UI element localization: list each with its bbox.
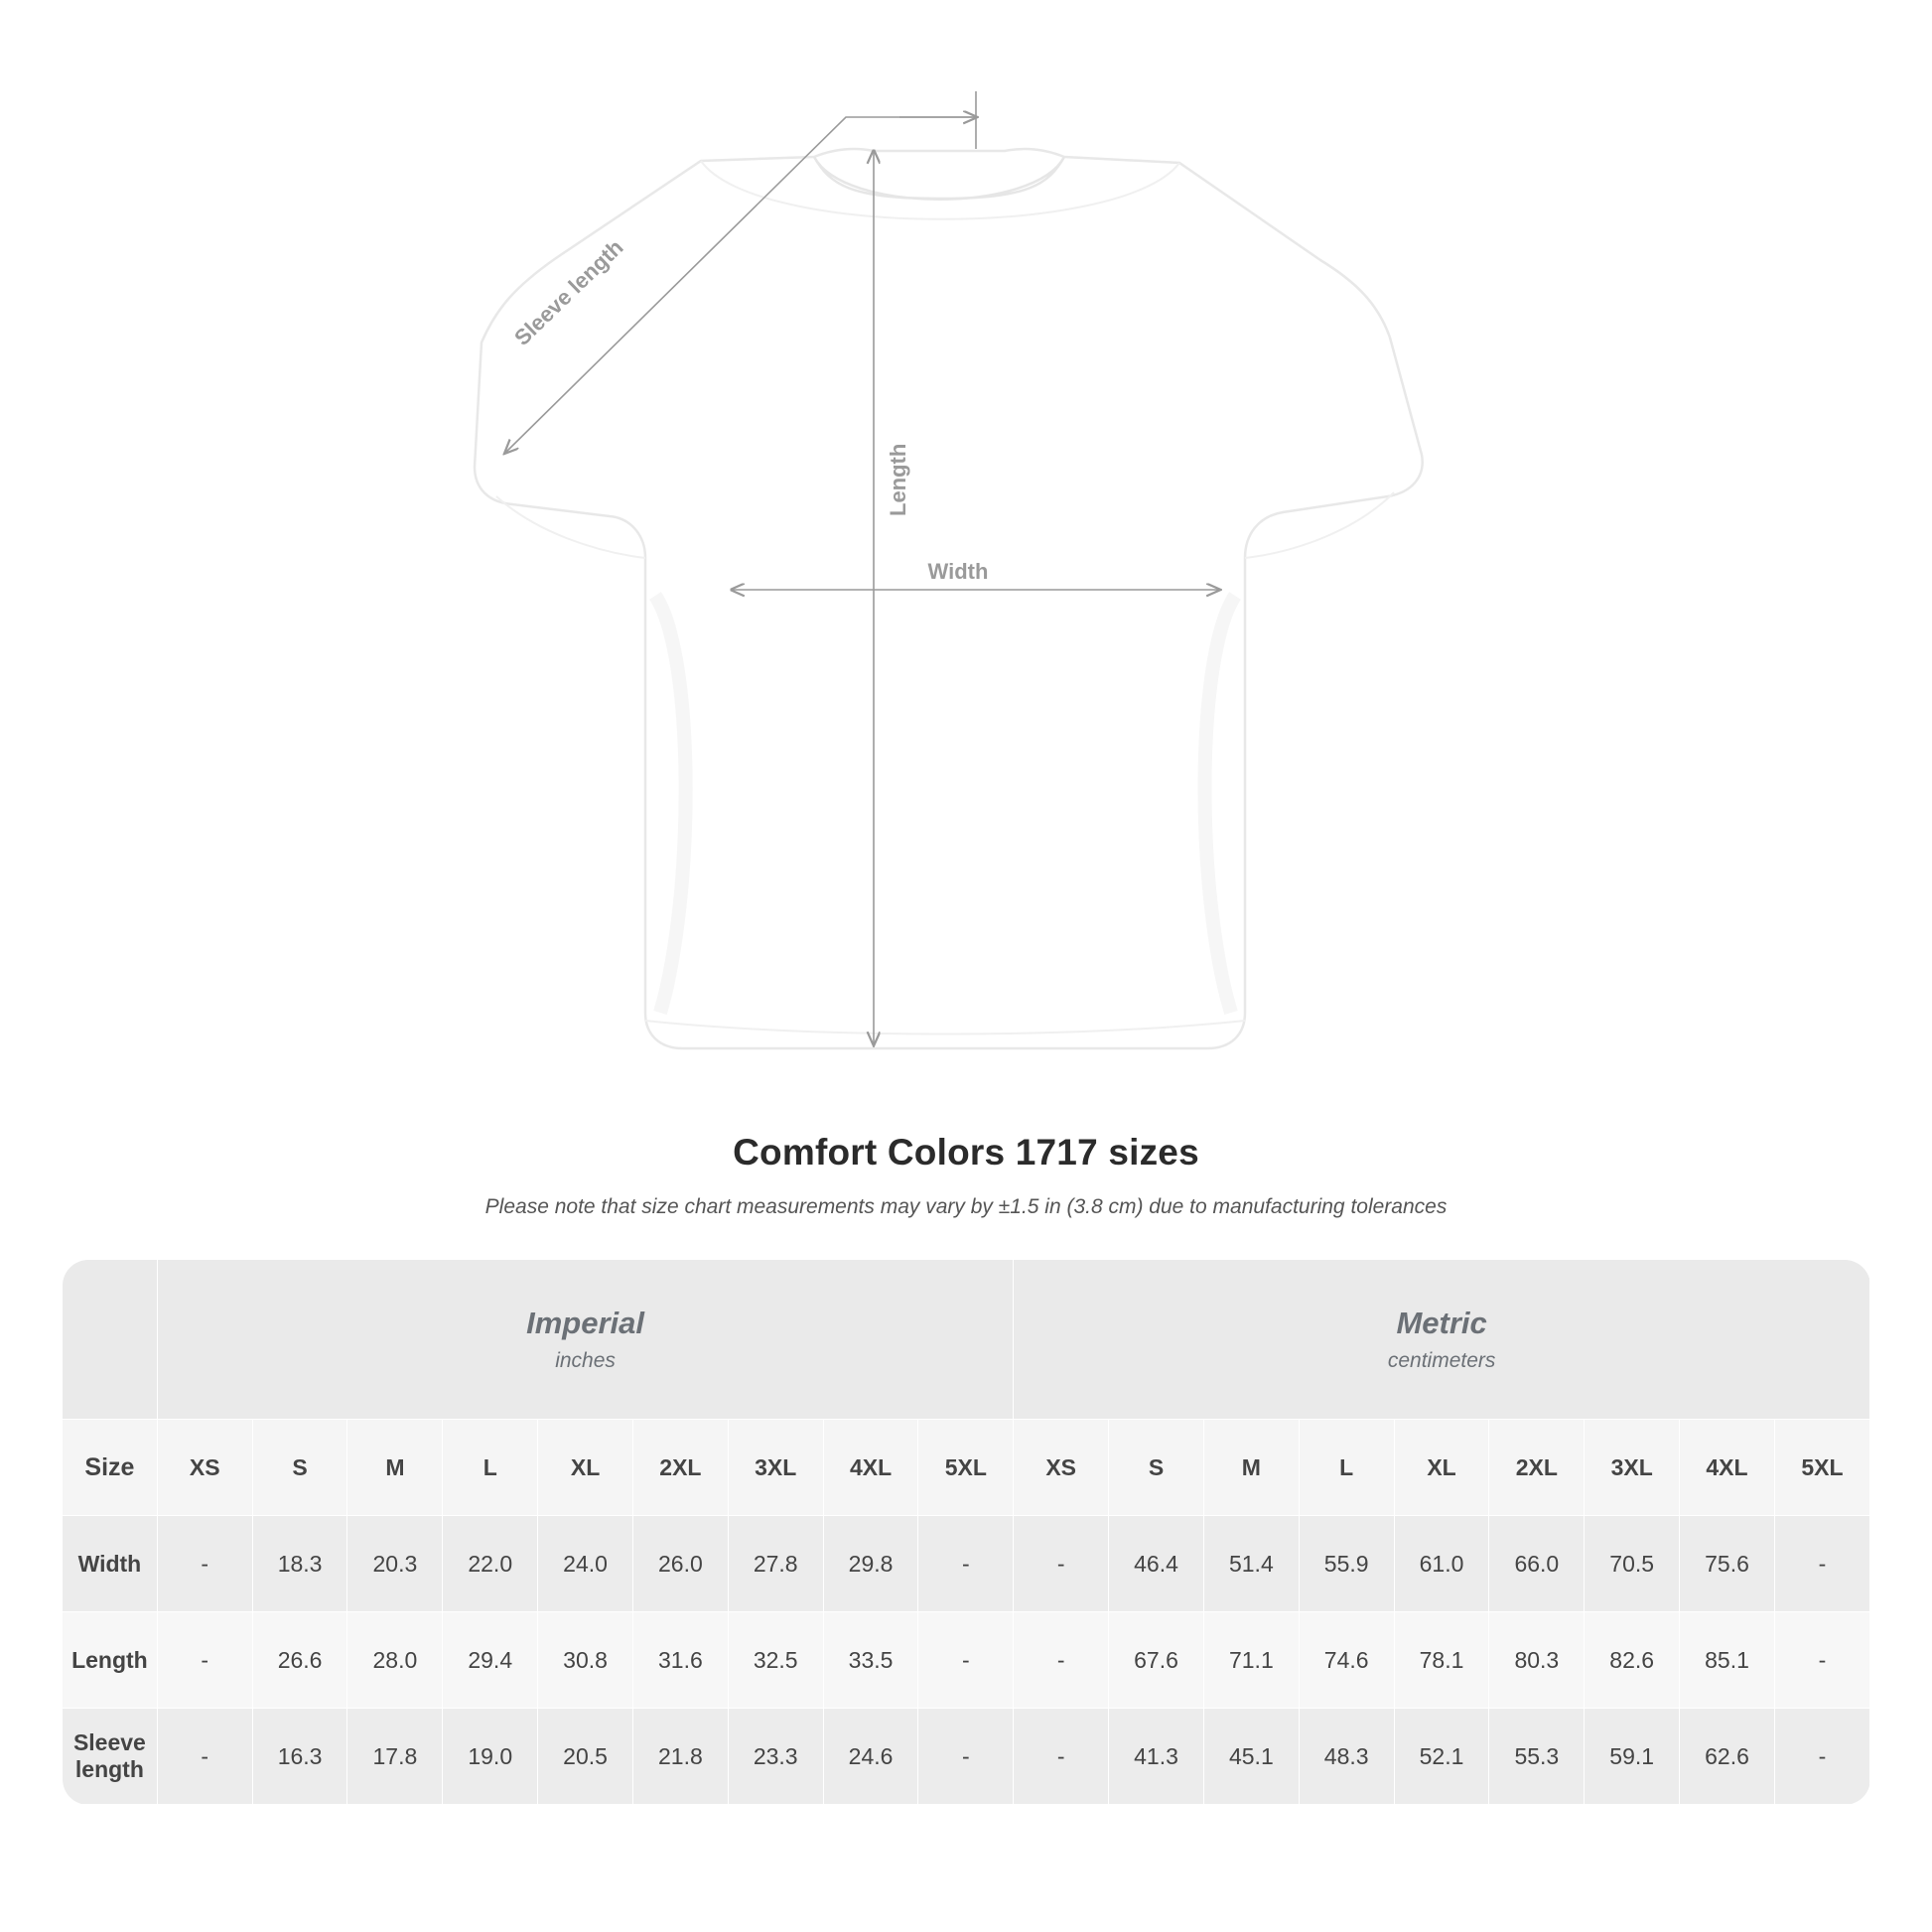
cell-sleeve-imperial-m: 17.8 [347, 1709, 443, 1805]
row-label-width: Width [63, 1516, 158, 1612]
cell-width-imperial-m: 20.3 [347, 1516, 443, 1612]
cell-width-imperial-2xl: 26.0 [632, 1516, 728, 1612]
cell-width-imperial-4xl: 29.8 [823, 1516, 918, 1612]
cell-length-metric-xs: - [1014, 1612, 1109, 1709]
table-row [63, 1612, 1870, 1709]
page-title: Comfort Colors 1717 sizes [733, 1132, 1199, 1173]
size-header-metric-l: L [1299, 1420, 1394, 1516]
size-header-imperial-s: S [252, 1420, 347, 1516]
cell-width-metric-xs: - [1014, 1516, 1109, 1612]
cell-sleeve-metric-xs: - [1014, 1709, 1109, 1805]
cell-length-metric-xl: 78.1 [1394, 1612, 1489, 1709]
cell-sleeve-imperial-3xl: 23.3 [728, 1709, 823, 1805]
cell-sleeve-imperial-xs: - [157, 1709, 252, 1805]
row-label-length: Length [63, 1612, 158, 1709]
size-chart-table-wrapper [62, 1259, 1870, 1805]
cell-width-imperial-s: 18.3 [252, 1516, 347, 1612]
cell-length-metric-l: 74.6 [1299, 1612, 1394, 1709]
size-header-imperial-xl: XL [538, 1420, 633, 1516]
cell-width-metric-l: 55.9 [1299, 1516, 1394, 1612]
table-row [63, 1709, 1870, 1805]
unit-metric-name: Metric [1396, 1306, 1487, 1340]
size-header-metric-s: S [1109, 1420, 1204, 1516]
unit-corner-cell [63, 1260, 158, 1420]
size-header-metric-xs: XS [1014, 1420, 1109, 1516]
size-header-imperial-4xl: 4XL [823, 1420, 918, 1516]
cell-width-metric-s: 46.4 [1109, 1516, 1204, 1612]
cell-width-imperial-5xl: - [918, 1516, 1014, 1612]
cell-sleeve-metric-xl: 52.1 [1394, 1709, 1489, 1805]
cell-length-imperial-xl: 30.8 [538, 1612, 633, 1709]
size-header-metric-4xl: 4XL [1680, 1420, 1775, 1516]
cell-sleeve-metric-m: 45.1 [1203, 1709, 1299, 1805]
size-header-metric-2xl: 2XL [1489, 1420, 1585, 1516]
cell-sleeve-imperial-2xl: 21.8 [632, 1709, 728, 1805]
cell-width-metric-4xl: 75.6 [1680, 1516, 1775, 1612]
cell-length-imperial-s: 26.6 [252, 1612, 347, 1709]
unit-imperial-name: Imperial [526, 1306, 644, 1340]
cell-width-imperial-xs: - [157, 1516, 252, 1612]
unit-header-row [63, 1260, 1870, 1420]
cell-sleeve-metric-3xl: 59.1 [1585, 1709, 1680, 1805]
size-header-imperial-xs: XS [157, 1420, 252, 1516]
unit-imperial-sub: inches [555, 1349, 616, 1372]
tshirt-shape [475, 149, 1423, 1048]
size-header-metric-3xl: 3XL [1585, 1420, 1680, 1516]
size-header-imperial-2xl: 2XL [632, 1420, 728, 1516]
size-chart-table [62, 1259, 1870, 1805]
cell-length-metric-5xl: - [1774, 1612, 1869, 1709]
cell-sleeve-metric-s: 41.3 [1109, 1709, 1204, 1805]
cell-length-imperial-2xl: 31.6 [632, 1612, 728, 1709]
size-label-cell: Size [63, 1420, 158, 1516]
cell-width-imperial-l: 22.0 [443, 1516, 538, 1612]
cell-length-imperial-4xl: 33.5 [823, 1612, 918, 1709]
cell-sleeve-imperial-xl: 20.5 [538, 1709, 633, 1805]
cell-sleeve-imperial-s: 16.3 [252, 1709, 347, 1805]
cell-sleeve-imperial-4xl: 24.6 [823, 1709, 918, 1805]
unit-imperial-cell [157, 1260, 1013, 1420]
cell-width-metric-3xl: 70.5 [1585, 1516, 1680, 1612]
width-label: Width [927, 559, 989, 584]
length-label: Length [886, 443, 910, 516]
cell-length-metric-m: 71.1 [1203, 1612, 1299, 1709]
size-header-metric-5xl: 5XL [1774, 1420, 1869, 1516]
cell-width-imperial-xl: 24.0 [538, 1516, 633, 1612]
cell-length-imperial-5xl: - [918, 1612, 1014, 1709]
cell-sleeve-imperial-5xl: - [918, 1709, 1014, 1805]
row-label-sleeve-length: Sleeve length [63, 1709, 158, 1805]
size-header-metric-m: M [1203, 1420, 1299, 1516]
size-header-imperial-l: L [443, 1420, 538, 1516]
cell-width-metric-5xl: - [1774, 1516, 1869, 1612]
cell-sleeve-metric-5xl: - [1774, 1709, 1869, 1805]
cell-width-metric-xl: 61.0 [1394, 1516, 1489, 1612]
cell-sleeve-metric-4xl: 62.6 [1680, 1709, 1775, 1805]
size-header-imperial-3xl: 3XL [728, 1420, 823, 1516]
cell-length-imperial-xs: - [157, 1612, 252, 1709]
unit-metric-cell [1014, 1260, 1870, 1420]
cell-width-metric-m: 51.4 [1203, 1516, 1299, 1612]
cell-length-imperial-3xl: 32.5 [728, 1612, 823, 1709]
cell-length-imperial-l: 29.4 [443, 1612, 538, 1709]
size-header-imperial-m: M [347, 1420, 443, 1516]
sleeve-length-label: Sleeve length [509, 234, 628, 350]
size-header-row [63, 1420, 1870, 1516]
title-block [0, 1132, 1932, 1219]
size-header-metric-xl: XL [1394, 1420, 1489, 1516]
cell-sleeve-imperial-l: 19.0 [443, 1709, 538, 1805]
cell-width-metric-2xl: 66.0 [1489, 1516, 1585, 1612]
tolerance-note: Please note that size chart measurements may vary by ±1.5 in (3.8 cm) due to manufacturing tolerances [484, 1195, 1448, 1218]
cell-length-metric-3xl: 82.6 [1585, 1612, 1680, 1709]
cell-sleeve-metric-2xl: 55.3 [1489, 1709, 1585, 1805]
unit-metric-sub: centimeters [1387, 1349, 1496, 1372]
table-row [63, 1516, 1870, 1612]
cell-length-imperial-m: 28.0 [347, 1612, 443, 1709]
cell-width-imperial-3xl: 27.8 [728, 1516, 823, 1612]
cell-sleeve-metric-l: 48.3 [1299, 1709, 1394, 1805]
cell-length-metric-2xl: 80.3 [1489, 1612, 1585, 1709]
cell-length-metric-4xl: 85.1 [1680, 1612, 1775, 1709]
cell-length-metric-s: 67.6 [1109, 1612, 1204, 1709]
size-header-imperial-5xl: 5XL [918, 1420, 1014, 1516]
